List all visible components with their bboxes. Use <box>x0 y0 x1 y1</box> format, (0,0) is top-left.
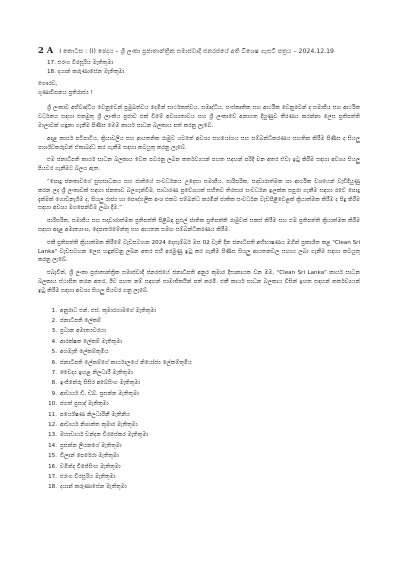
member-name: ප්‍රධාන අමාත්‍යවරයා <box>60 328 106 335</box>
member-name: ජගත් ප්‍රසාද් මැතිතුමා <box>60 401 109 408</box>
salutation-line: ගෞරව, <box>38 81 58 88</box>
continued-member-list <box>38 59 360 76</box>
salutation <box>38 80 360 97</box>
member-name: පර්යේෂණ නිලධාරිනී මැතිනිය <box>60 411 131 418</box>
member-number: 2. <box>51 317 57 324</box>
member-list-item <box>46 316 360 326</box>
member-list-item <box>46 399 360 409</box>
member-name: ඉංජිනේරු සිසිර අබේසිංහ මැතිතුමා <box>60 380 141 387</box>
member-list-item <box>46 451 360 461</box>
member-number: 14. <box>48 442 57 449</box>
member-number: 5. <box>51 349 57 356</box>
member-number: 13. <box>48 432 57 439</box>
member-name: ප්‍රසන්න ලියනගේ මැතිතුමා <box>60 442 122 449</box>
member-list-item <box>46 462 360 472</box>
member-name: දයාන් කරුණාසේන මැතිතුමා <box>60 484 127 491</box>
member-list-item <box>46 347 360 357</box>
member-list-item <box>46 410 360 420</box>
member-list-item <box>46 378 360 388</box>
member-number: 10. <box>48 401 57 408</box>
member-list-item <box>46 358 360 368</box>
body-paragraph: ශ්‍රී ලංකාව අභිවෘද්ධිය වෙනුවෙන් ප්‍රමුඛත්වය දෙමින් සාර්ථකත්වය, සමෘද්ධිය, සංස්කෘතික සහ ආර්ථික වෙනුවෙන් ද සමාජීය සහ ආර්ථික වර්ධනය සඳහා එකමුතු ශ්‍රී ලාංකිය ප්‍රජාව එක් වීමේ අවශ්‍යතාවය සහ ශ්‍රී ලංකාවේ අනාගත දියුණුව තීරණය කරන්නා ලෙස ප්‍රතිපත්ති මාලාවක් හඳුනා ගැනීම පිණිස මෙම කාර්ය සාධන බලකාය පත් කරනු ලැබේ. <box>38 105 360 129</box>
member-list-item <box>46 326 360 336</box>
member-list-item <box>46 472 360 482</box>
member-list-item <box>46 337 360 347</box>
gazette-title: I කොටස : (I) ඡෙදය – ශ්‍රී ලංකා ප්‍රජාතාන්ත්‍රික සමාජවාදී ජනරජයේ අති විශෙෂ ගැසට් පත්‍රය – 2024.12.19 <box>59 48 334 55</box>
member-name: චමින්ද විජේසිංහ මැතිතුමා <box>60 463 121 470</box>
member-number: 17. <box>48 474 57 481</box>
body-paragraph: එකී ප්‍රතිපත්ති ක්‍රියාත්මක කිරීමේ වැඩසටහන 2024 දෙසැම්බර් මස 02 වැනි දින ජනාධිපති අභිභාෂණය මගින් ප්‍රකාශිත කළ "Clean Sri Lanka" වැඩසටහන ලෙස හඳුන්වනු ලබන අතර එහි අරමුණු ඉටු කර ගැනීම පිණිස සියලු ආයතනවල සහාය ලබා ගැනීම සඳහා කටයුතු කරනු ලැබේ. <box>38 239 360 264</box>
list-item: 17. එරංග වීරසූරිය මැතිතුමා <box>47 60 114 66</box>
member-name: ඩිලාන් පෙරේරා මැතිතුමා <box>60 453 119 460</box>
member-name: ආචාර්ය ඩී. ඩබ්. ප්‍රසන්න මැතිතුමා <box>60 390 139 397</box>
body-paragraph: පාරිසරික, සමාජීය සහ සදාචාරාත්මක ප්‍රතිපත්ති පිළිබඳ පුළුල් ජාතික ප්‍රතිපත්ති රාමුවක් සකස් කිරීම සහ එම ප්‍රතිපත්ති ක්‍රියාත්මක කිරීම සඳහා අදාළ අමාත්‍යාංශ, දෙපාර්තමේන්තු සහ ආයතන සමඟ සම්බන්ධීකරණය කිරීම. <box>38 218 360 233</box>
member-name: අගමැති ලේකම්තුමිය <box>60 349 109 356</box>
member-number: 7. <box>51 369 57 376</box>
member-list-item <box>46 306 360 316</box>
member-list-item <box>46 420 360 430</box>
body-paragraph: එම ජනාධිපති කාර්ය සාධන බලකාය වෙත පවරනු ලබන කර්තව්‍යයන් පහත සඳහන් පරිදි වන අතර ඒවා ඉටු කිරීම සඳහා අවශ්‍ය සියලු පියවර ගැනීමට බලය ඇත. <box>38 157 360 173</box>
member-number: 4. <box>51 338 57 345</box>
member-name: එරංග වීරසූරිය මැතිතුමා <box>60 474 116 481</box>
member-name: ජනාධිපති ලේකම් <box>60 317 102 324</box>
member-list-item <box>46 368 360 378</box>
member-name: අනුරාධ එන්. එස්. කුමාරගාමගේ මැතිතුමා <box>60 307 157 314</box>
member-name: මහාචාර්ය චන්දන වීරසේකර මැතිතුමා <box>60 432 149 439</box>
body-paragraph: අදාළ කාර්ය පටිපාටිය, ක්‍රියාවලිය සහ ආයතනික රාමුව යටතේ අවශ්‍ය සහයෝගය සහ සම්බන්ධීකරණය සහතික කිරීම පිණිස ද සියලු පාර්ශ්වකරුවන් ඒකාබද්ධ කර ගැනීම සඳහා කටයුතු කරනු ලැබේ. <box>38 135 360 151</box>
member-number: 3. <box>51 328 57 335</box>
body-paragraph: “පොදු ජනතාවගේ සුභසාධනය සහ ජාතියේ සංවර්ධනය උදෙසා සමාජීය, පාරිසරික, සදාචාරාත්මක හා ආර්ථික වශයෙන් වැඩිදියුණු කරන ලද ශ්‍රී ලංකාවක් සඳහා ජනතාව බලගැන්වීම, සාධාරණ ප්‍රවේශයක් සහිතව තිරසාර සංවර්ධන ඉලක්ක සපුරා ගැනීම සඳහා රටේ පොදු දැක්මක් ගොඩනැගීම ද, සියලු රාජ්‍ය හා පෞද්ගලික අංශ එකට සම්බන්ධ කරමින් ජාතික සංවර්ධන වැඩපිළිවෙළක් ක්‍රියාත්මක කිරීම ද සිදු කිරීම සඳහා අවශ්‍ය මගපෙන්වීම ලබා දීම.” <box>38 178 360 212</box>
member-number: 11. <box>48 411 57 418</box>
member-number: 8. <box>51 380 57 387</box>
member-number: 15. <box>48 453 57 460</box>
member-number: 9. <box>51 390 57 397</box>
member-list-item <box>46 389 360 399</box>
list-item: 18. දයාන් කරුණාසේන මැතිතුමා <box>47 68 125 75</box>
member-name: වෛද්‍ය ඉහළ නිලධාරී මැතිතුමා <box>60 369 133 376</box>
member-number: 18. <box>48 484 57 491</box>
page-header <box>38 0 360 56</box>
member-number: 1. <box>51 307 57 314</box>
page-number: 2 A <box>38 45 54 55</box>
member-number: 16. <box>48 463 57 470</box>
member-number: 6. <box>51 359 57 366</box>
member-number: 12. <box>48 421 57 428</box>
member-name: ආරක්ෂක ලේකම් මැතිතුමා <box>60 338 123 345</box>
salutation-line: ගුණාවිඝනය ප්‍රතිරාජ්‍ය ! <box>38 89 93 96</box>
member-list-item <box>46 441 360 451</box>
body-paragraph: එබැවින්, ශ්‍රී ලංකා ප්‍රජාතාන්ත්‍රික සමාජවාදී ජනරජයේ ජනාධිපති අනුර කුමාර දිසානායක වන මම, "Clean Sri Lanka" කාර්ය සාධන බලකාය ස්ථාපිත කරන අතර, ඊට පහත නම් සඳහන් සාමාජිකයින් පත් කරමි. එකී කාර්ය සාධන බලකාය විසින් ඉහත සඳහන් කර්තව්‍යයන් ඉටු කිරීම සඳහා අවශ්‍ය සියලු පියවර ගනු ලැබේ. <box>38 270 360 294</box>
member-list <box>38 306 360 493</box>
member-list-item <box>46 482 360 492</box>
member-name: ජනාධිපති ලේකම්ගේ කාර්යාලයේ නියෝජ්‍ය ලේකම්තුමිය <box>60 359 192 366</box>
member-name: ආචාර්ය නිශාන්ත කුමාර මැතිතුමා <box>60 421 138 428</box>
member-list-item <box>46 430 360 440</box>
